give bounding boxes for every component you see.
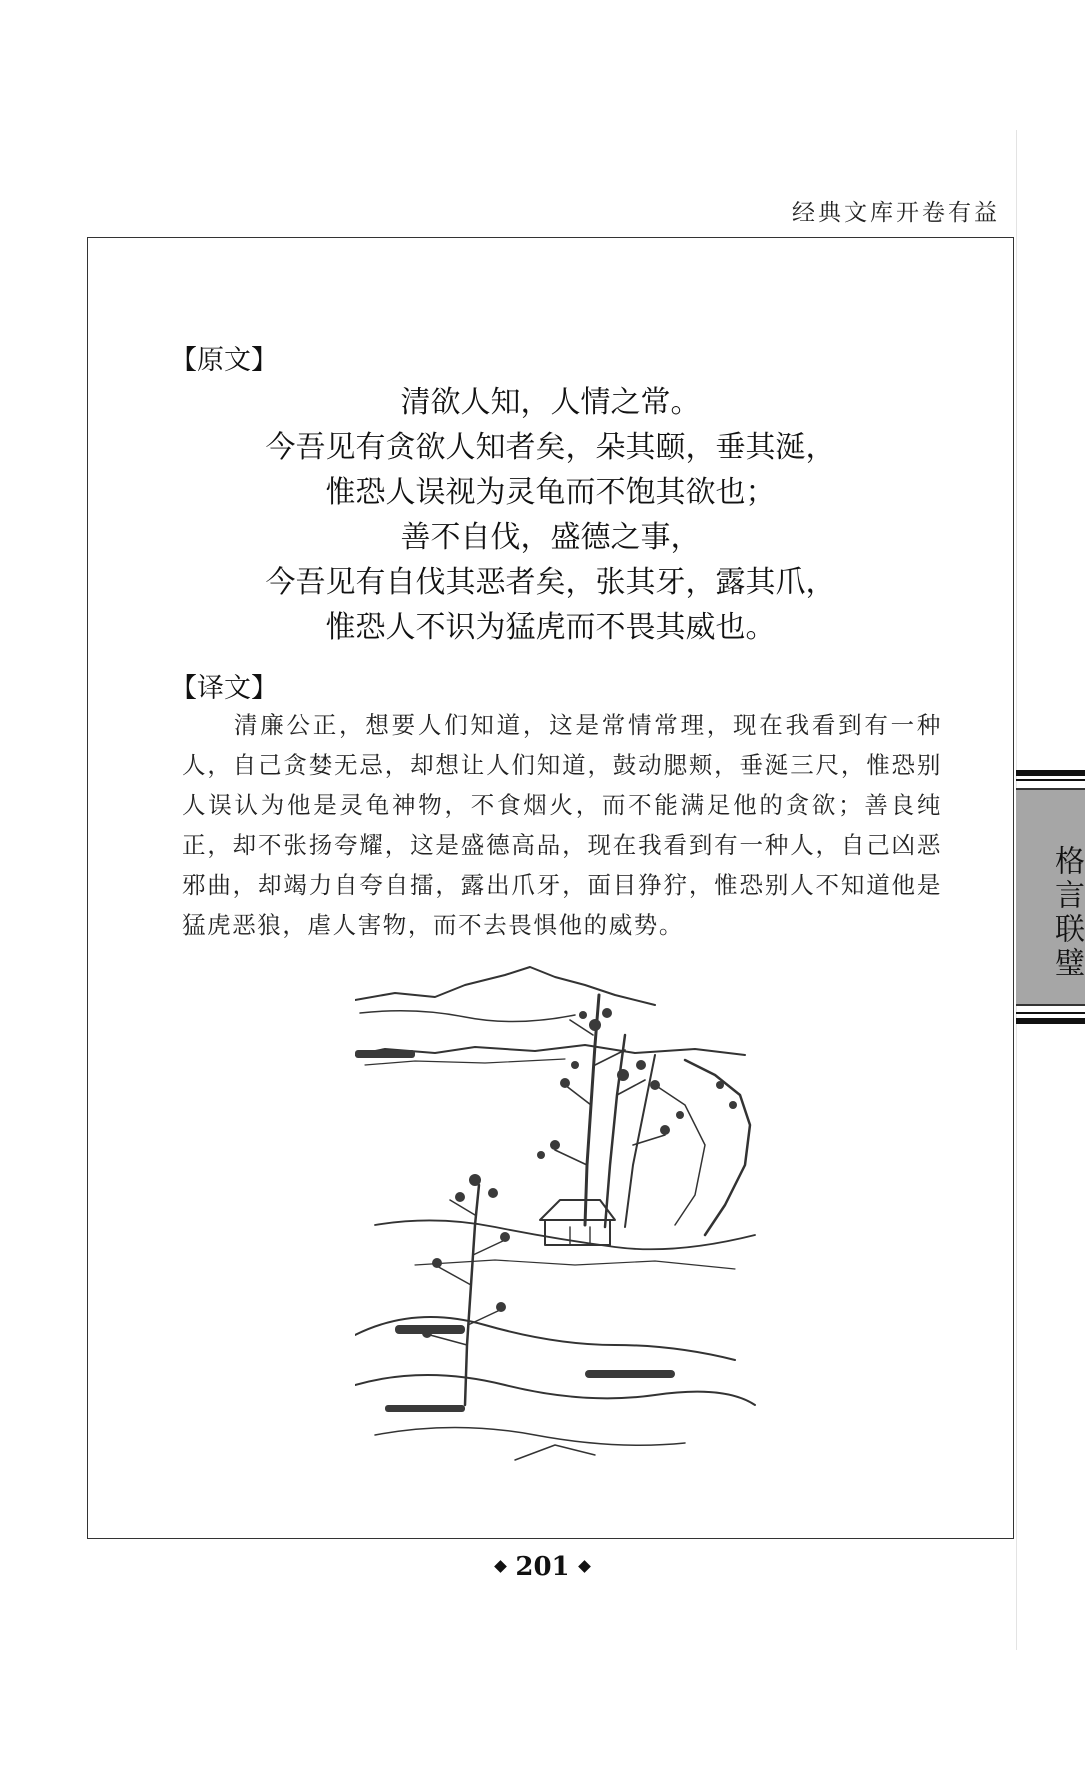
tab-bottom-bars (1016, 1010, 1085, 1024)
verse-line: 善不自伐，盛德之事， (400, 520, 701, 555)
page-number (0, 1552, 1085, 1582)
verse-line: 惟恐人误视为灵龟而不饱其欲也； (325, 475, 776, 510)
diamond-icon (494, 1560, 507, 1573)
verse-line: 今吾见有自伐其恶者矣，张其牙，露其爪， (265, 565, 836, 600)
translation-paragraph: 清廉公正，想要人们知道，这是常情常理，现在我看到有一种人，自己贪婪无忌，却想让人们知道，鼓动腮颊，垂涎三尺，惟恐别人误认为他是灵龟神物，不食烟火，而不能满足他的贪欲；善良纯正，却不张扬夸耀，这是盛德高品，现在我看到有一种人，自己凶恶邪曲，却竭力自夸自擂，露出爪牙，面目狰狞，惟恐别人不知道他是猛虎恶狼，虐人害物，而不去畏惧他的威势。 (182, 711, 942, 939)
running-header: 经典文库开卷有益 (792, 200, 1000, 226)
verse-line: 今吾见有贪欲人知者矣，朵其颐，垂其涎， (265, 430, 836, 465)
verse-line: 惟恐人不识为猛虎而不畏其威也。 (325, 610, 776, 645)
original-label: 【原文】 (170, 345, 278, 376)
tab-top-bars (1016, 770, 1085, 784)
diamond-icon (578, 1560, 591, 1573)
translation-label: 【译文】 (170, 673, 278, 704)
chapter-title: 格言联璧 (1049, 845, 1084, 981)
chapter-side-tab (1016, 770, 1085, 1024)
landscape-illustration (355, 965, 795, 1465)
page-number-value: 201 (515, 1552, 570, 1582)
verse-line: 清欲人知，人情之常。 (400, 385, 701, 420)
original-verse (87, 380, 1014, 650)
